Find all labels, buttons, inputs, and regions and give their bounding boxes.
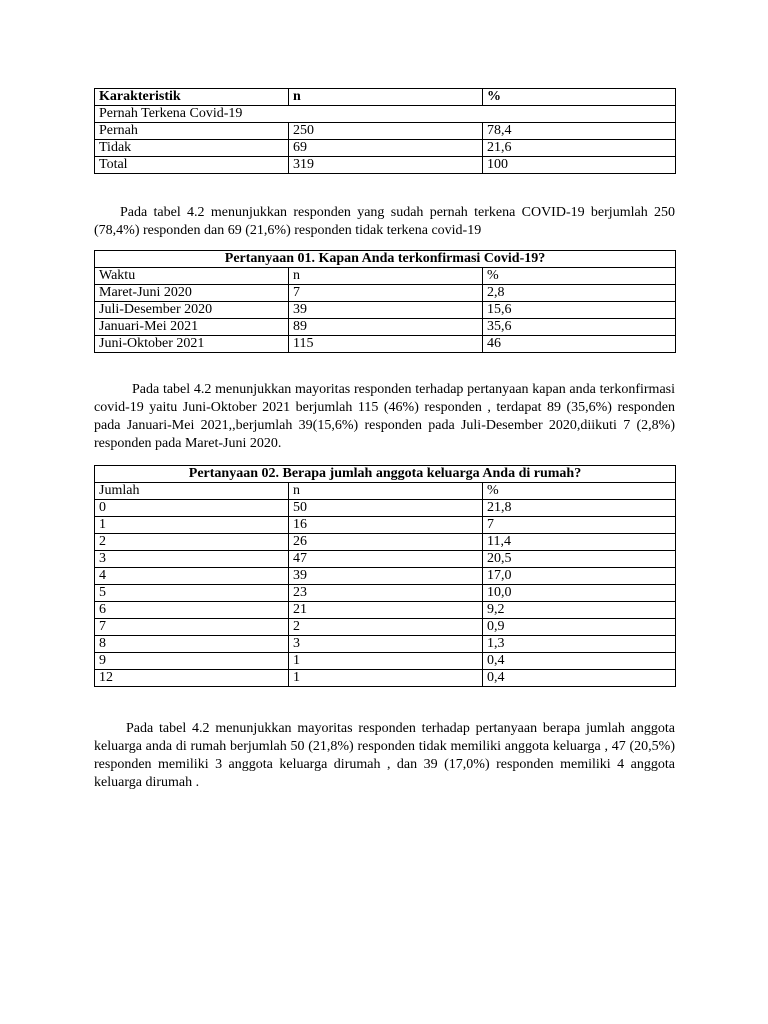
table-cell: 47 xyxy=(289,551,483,568)
header-cell: % xyxy=(483,483,676,500)
table-cell: 3 xyxy=(289,636,483,653)
header-cell: Waktu xyxy=(95,268,289,285)
table-cell: 4 xyxy=(95,568,289,585)
table-row xyxy=(95,602,676,619)
table-row xyxy=(95,123,676,140)
table-row xyxy=(95,500,676,517)
table-cell: 35,6 xyxy=(483,319,676,336)
table-cell: 17,0 xyxy=(483,568,676,585)
table-cell: 7 xyxy=(95,619,289,636)
table-cell: 100 xyxy=(483,157,676,174)
table-row xyxy=(95,336,676,353)
table-row xyxy=(95,319,676,336)
table-household-members xyxy=(94,465,676,687)
paragraph-confirmation-summary: Pada tabel 4.2 menunjukkan mayoritas responden terhadap pertanyaan kapan anda terkonfirmasi covid-19 yaitu Juni-Oktober 2021 berjumlah 115 (46%) responden , terdapat 89 (35,6%) responden pada Januari-Mei 2021,,berjumlah 39(15,6%) responden pada Juli-Desember 2020,diikuti 7 (2,8%) responden pada Maret-Juni 2020. xyxy=(94,382,675,451)
table-row xyxy=(95,140,676,157)
table-cell: 3 xyxy=(95,551,289,568)
table-cell: 69 xyxy=(289,140,483,157)
table-title-row xyxy=(95,251,676,268)
table-header-row xyxy=(95,268,676,285)
table-cell: 250 xyxy=(289,123,483,140)
table-cell: 23 xyxy=(289,585,483,602)
table-cell: 16 xyxy=(289,517,483,534)
table-row xyxy=(95,551,676,568)
table-cell: Januari-Mei 2021 xyxy=(95,319,289,336)
table-row xyxy=(95,302,676,319)
table-cell: 15,6 xyxy=(483,302,676,319)
header-cell: n xyxy=(289,89,483,106)
table-header-row xyxy=(95,483,676,500)
table-cell: 9,2 xyxy=(483,602,676,619)
table-cell: 11,4 xyxy=(483,534,676,551)
table-group-row xyxy=(95,106,676,123)
table-cell: 1 xyxy=(289,670,483,687)
table-row xyxy=(95,653,676,670)
table-title-cell: Pertanyaan 01. Kapan Anda terkonfirmasi Covid-19? xyxy=(95,251,676,268)
header-cell: n xyxy=(289,483,483,500)
table-cell: 0,4 xyxy=(483,653,676,670)
table-cell: 26 xyxy=(289,534,483,551)
table-row xyxy=(95,517,676,534)
table-cell: 46 xyxy=(483,336,676,353)
table-row xyxy=(95,636,676,653)
paragraph-exposure-summary: Pada tabel 4.2 menunjukkan responden yang sudah pernah terkena COVID-19 berjumlah 250 (78,4%) responden dan 69 (21,6%) responden tidak terkena covid-19 xyxy=(94,205,675,238)
table-cell: 8 xyxy=(95,636,289,653)
table-cell: 1 xyxy=(289,653,483,670)
table-cell: 21 xyxy=(289,602,483,619)
table-row xyxy=(95,670,676,687)
table-header-row xyxy=(95,89,676,106)
header-cell: Jumlah xyxy=(95,483,289,500)
table-cell: 39 xyxy=(289,568,483,585)
table-cell: 21,8 xyxy=(483,500,676,517)
table-cell: 2,8 xyxy=(483,285,676,302)
table-row xyxy=(95,534,676,551)
table-cell: 7 xyxy=(289,285,483,302)
header-cell: Karakteristik xyxy=(95,89,289,106)
table-cell: 39 xyxy=(289,302,483,319)
table-cell: Juli-Desember 2020 xyxy=(95,302,289,319)
table-cell: 12 xyxy=(95,670,289,687)
table-cell: 0,4 xyxy=(483,670,676,687)
table-cell: 0,9 xyxy=(483,619,676,636)
table-cell: 2 xyxy=(95,534,289,551)
table-row xyxy=(95,157,676,174)
table-cell: 21,6 xyxy=(483,140,676,157)
header-cell: % xyxy=(483,89,676,106)
table-cell: 78,4 xyxy=(483,123,676,140)
table-cell: 6 xyxy=(95,602,289,619)
table-cell: 10,0 xyxy=(483,585,676,602)
table-cell: 7 xyxy=(483,517,676,534)
table-cell: 89 xyxy=(289,319,483,336)
table-cell: 1 xyxy=(95,517,289,534)
table-cell: 20,5 xyxy=(483,551,676,568)
header-cell: n xyxy=(289,268,483,285)
table-cell: 115 xyxy=(289,336,483,353)
table-row xyxy=(95,619,676,636)
table-cell: 319 xyxy=(289,157,483,174)
table-cell: Pernah xyxy=(95,123,289,140)
table-confirmation-time xyxy=(94,250,676,353)
table-covid-exposure xyxy=(94,88,676,174)
table-cell: 2 xyxy=(289,619,483,636)
table-cell: Maret-Juni 2020 xyxy=(95,285,289,302)
table-row xyxy=(95,585,676,602)
paragraph-household-summary: Pada tabel 4.2 menunjukkan mayoritas responden terhadap pertanyaan berapa jumlah anggota keluarga anda di rumah berjumlah 50 (21,8%) responden tidak memiliki anggota keluarga , 47 (20,5%) responden memiliki 3 anggota keluarga dirumah , dan 39 (17,0%) responden memiliki 4 anggota keluarga dirumah . xyxy=(94,721,675,790)
table-cell: Total xyxy=(95,157,289,174)
table-cell: 50 xyxy=(289,500,483,517)
table-row xyxy=(95,568,676,585)
group-label-cell: Pernah Terkena Covid-19 xyxy=(95,106,676,123)
table-cell: 1,3 xyxy=(483,636,676,653)
table-title-row xyxy=(95,466,676,483)
table-row xyxy=(95,285,676,302)
table-cell: 5 xyxy=(95,585,289,602)
table-cell: Juni-Oktober 2021 xyxy=(95,336,289,353)
table-cell: 9 xyxy=(95,653,289,670)
table-cell: Tidak xyxy=(95,140,289,157)
header-cell: % xyxy=(483,268,676,285)
table-cell: 0 xyxy=(95,500,289,517)
table-title-cell: Pertanyaan 02. Berapa jumlah anggota keluarga Anda di rumah? xyxy=(95,466,676,483)
